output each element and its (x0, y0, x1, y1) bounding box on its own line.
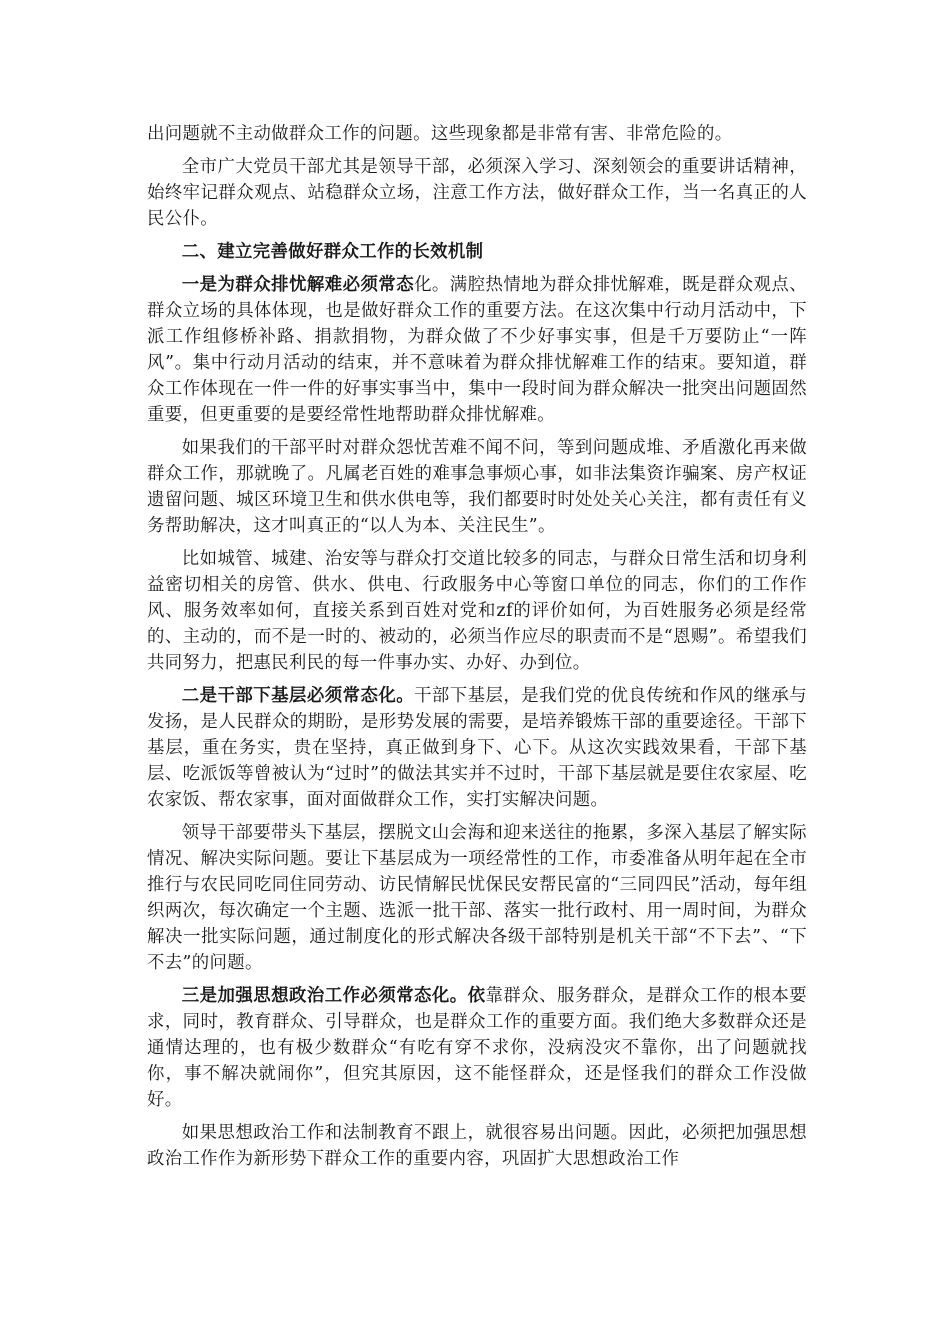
paragraph-lead-1 (147, 272, 807, 428)
paragraph: 如果思想政治工作和法制教育不跟上，就很容易出问题。因此，必须把加强思想政治工作作为新形势下群众工作的重要内容，巩固扩大思想政治工作 (147, 1123, 807, 1169)
paragraph-lead-3 (147, 983, 807, 1113)
paragraph-lead-2 (147, 683, 807, 813)
lead-sentence: 二是干部下基层必须常态化。 (181, 686, 415, 706)
paragraph: 如果我们的干部平时对群众怨忧苦难不闻不问，等到问题成堆、矛盾激化再来做群众工作，那就晚了。凡属老百姓的难事急事烦心事，如非法集资诈骗案、房产权证遗留问题、城区环境卫生和供水供电等，我们都要时时处处关心关注，都有责任有义务帮助解决，这才叫真正的“以人为本、关注民生”。 (147, 438, 807, 536)
paragraph-text: 化。满腔热情地为群众排忧解难，既是群众观点、群众立场的具体体现，也是做好群众工作的重要方法。在这次集中行动月活动中，下派工作组修桥补路、捐款捐物，为群众做了不少好事实事，但是千万要防止“一阵风”。集中行动月活动的结束，并不意味着为群众排忧解难工作的结束。要知道，群众工作体现在一件一件的好事实事当中，集中一段时间为群众解决一批突出问题固然重要，但更重要的是要经常性地帮助群众排忧解难。 (147, 275, 807, 425)
lead-sentence: 一是为群众排忧解难必须常态 (181, 275, 415, 295)
paragraph-text: 靠群众、服务群众，是群众工作的根本要求，同时，教育群众、引导群众，也是群众工作的重要方面。我们绝大多数群众还是通情达理的，也有极少数群众“有吃有穿不求你，没病没灾不靠你，出了问题就找你，事不解决就闹你”，但究其原因，这不能怪群众，还是怪我们的群众工作没做好。 (147, 986, 807, 1110)
document-body (147, 121, 807, 1179)
paragraph: 比如城管、城建、治安等与群众打交道比较多的同志，与群众日常生活和切身利益密切相关的房管、供水、供电、行政服务中心等窗口单位的同志，你们的工作作风、服务效率如何，直接关系到百姓对党和zf的评价如何，为百姓服务必须是经常的、主动的，而不是一时的、被动的，必须当作应尽的职责而不是“恩赐”。希望我们共同努力，把惠民利民的每一件事办实、办好、办到位。 (147, 549, 807, 673)
section-heading: 二、建立完善做好群众工作的长效机制 (181, 242, 484, 262)
paragraph: 全市广大党员干部尤其是领导干部，必须深入学习、深刻领会的重要讲话精神，始终牢记群众观点、站稳群众立场，注意工作方法，做好群众工作，当一名真正的人民公仆。 (147, 157, 807, 229)
paragraph-text: 干部下基层，是我们党的优良传统和作风的继承与发扬，是人民群众的期盼，是形势发展的需要，是培养锻炼干部的重要途径。干部下基层，重在务实，贵在坚持，真正做到身下、心下。从这次实践效果看，干部下基层、吃派饭等曾被认为“过时”的做法其实并不过时，干部下基层就是要住农家屋、吃农家饭、帮农家事，面对面做群众工作，实打实解决问题。 (147, 686, 807, 810)
lead-sentence: 三是加强思想政治工作必须常态化。依 (181, 986, 486, 1006)
paragraph-continuation: 出问题就不主动做群众工作的问题。这些现象都是非常有害、非常危险的。 (147, 124, 733, 144)
paragraph: 领导干部要带头下基层，摆脱文山会海和迎来送往的拖累，多深入基层了解实际情况、解决实际问题。要让下基层成为一项经常性的工作，市委准备从明年起在全市推行与农民同吃同住同劳动、访民情解民忧保民安帮民富的“三同四民”活动，每年组织两次，每次确定一个主题、选派一批干部、落实一批行政村、用一周时间，为群众解决一批实际问题，通过制度化的形式解决各级干部特别是机关干部“不下去”、“下不去”的问题。 (147, 823, 807, 973)
